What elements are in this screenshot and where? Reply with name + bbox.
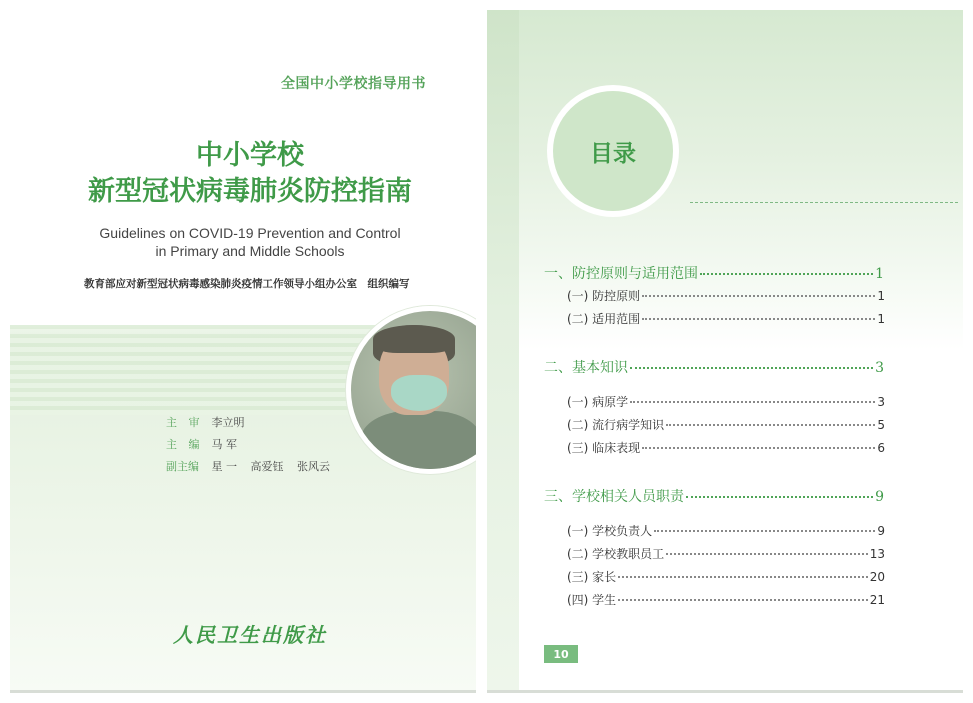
toc-page-number: 1 [877,289,885,303]
toc-page-number: 13 [869,547,885,561]
english-title-line-2: in Primary and Middle Schools [155,243,345,259]
toc-leader-dots [642,447,875,449]
credit-role: 主 审 [166,416,204,429]
toc-section-title: (一) 病原学 [567,395,629,409]
toc-page-number: 20 [869,570,885,584]
toc-leader-dots [642,295,875,297]
toc-page-number: 3 [877,395,885,409]
photo-body [361,411,476,474]
toc-section[interactable] [567,568,885,585]
toc-leader-dots [686,496,873,498]
toc-section-title: (一) 学校负责人 [567,524,653,538]
credit-chief-editor [166,434,340,456]
toc-section-title: (一) 防控原则 [567,289,641,303]
photo-face-mask [391,375,447,411]
toc-page-number: 1 [877,312,885,326]
toc-chapter[interactable] [544,486,884,506]
toc-section[interactable] [567,439,885,456]
publisher-logo: 人民卫生出版社 [173,623,327,647]
cover-page-edge [10,690,476,693]
toc-section-title: (二) 流行病学知识 [567,418,665,432]
toc-list [487,10,963,690]
toc-leader-dots [618,576,868,578]
toc-leader-dots [618,599,868,601]
toc-page-edge [487,690,963,693]
toc-page [487,10,963,690]
toc-leader-dots [642,318,875,320]
english-title-line-1: Guidelines on COVID-19 Prevention and Control [99,225,401,241]
credits [166,412,340,478]
cover-title [10,138,476,210]
toc-section[interactable] [567,591,885,608]
compiler-organization: 教育部应对新型冠状病毒感染肺炎疫情工作领导小组办公室 组织编写 [84,278,410,290]
toc-section-title: (三) 临床表现 [567,441,641,455]
page-number-badge: 10 [544,645,578,663]
credit-deputy-editors [166,456,340,478]
series-title: 全国中小学校指导用书 [281,76,426,92]
credit-name: 马 军 [211,438,237,451]
book-cover [10,10,476,690]
toc-section[interactable] [567,287,885,304]
toc-page-number: 1 [875,266,884,282]
toc-section-title: (三) 家长 [567,570,617,584]
toc-section[interactable] [567,393,885,410]
toc-leader-dots [630,367,873,369]
photo-hair-front [373,325,455,353]
toc-leader-dots [666,424,875,426]
toc-chapter[interactable] [544,357,884,377]
toc-heading: 目录 [590,139,636,167]
cover-title-line-2: 新型冠状病毒肺炎防控指南 [88,176,412,207]
toc-page-number: 6 [877,441,885,455]
credit-name: 高爱钰 [250,460,284,473]
toc-page-number: 9 [875,489,884,505]
cover-english-title [10,224,476,260]
toc-section[interactable] [567,545,885,562]
toc-leader-dots [630,401,875,403]
credit-role: 主 编 [166,438,204,451]
toc-section[interactable] [567,522,885,539]
toc-chapter-title: 三、学校相关人员职责 [544,489,684,505]
toc-section-title: (二) 适用范围 [567,312,641,326]
credit-name: 张风云 [297,460,330,473]
toc-section-title: (四) 学生 [567,593,617,607]
credit-name: 星 一 [211,460,237,473]
credit-name: 李立明 [211,416,245,429]
credit-chief-reviewer [166,412,340,434]
toc-chapter-title: 二、基本知识 [544,360,628,376]
toc-leader-dots [654,530,875,532]
credit-role: 副主编 [166,460,199,473]
toc-section-title: (二) 学校教职员工 [567,547,665,561]
toc-chapter-title: 一、防控原则与适用范围 [544,266,698,282]
toc-page-number: 5 [877,418,885,432]
toc-section[interactable] [567,310,885,327]
cover-title-line-1: 中小学校 [196,140,304,171]
toc-leader-dots [666,553,868,555]
toc-chapter[interactable] [544,263,884,283]
toc-page-number: 9 [877,524,885,538]
toc-page-number: 21 [869,593,885,607]
toc-leader-dots [700,273,873,275]
toc-page-number: 3 [875,360,884,376]
toc-section[interactable] [567,416,885,433]
